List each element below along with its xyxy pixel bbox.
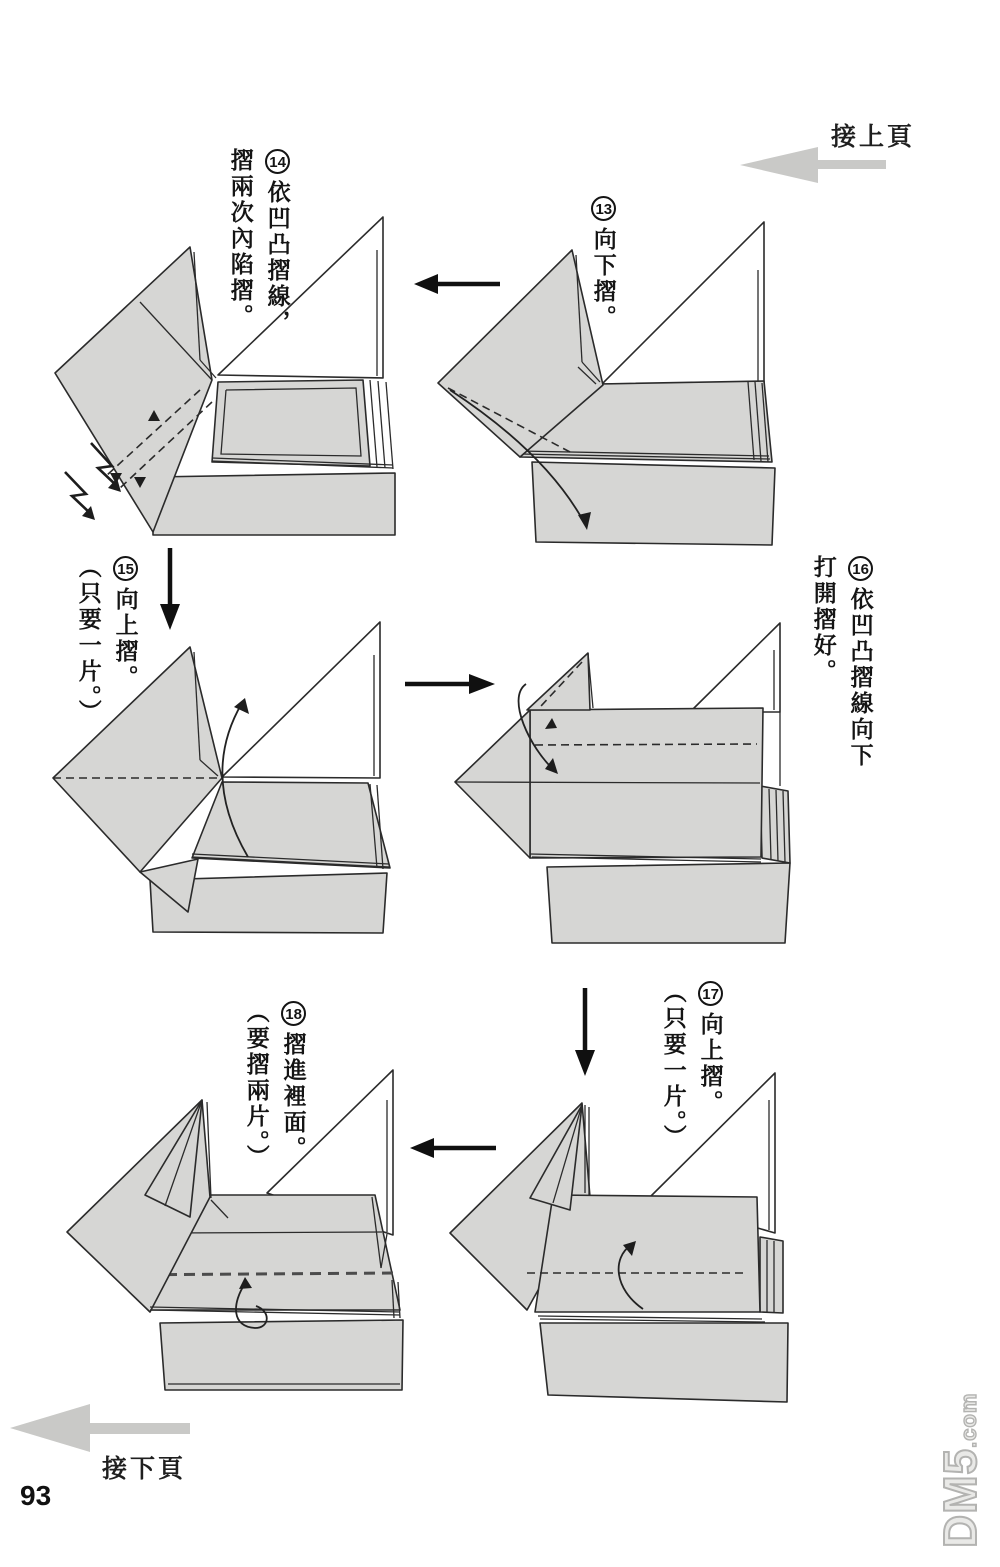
- next-page-label: 接下頁: [102, 1455, 187, 1483]
- step-13-caption: 向下摺。: [590, 227, 617, 331]
- fold-line: [535, 744, 757, 745]
- next-page-arrow-icon: [8, 1402, 193, 1454]
- step-15-label: [70, 555, 144, 726]
- step-18-caption: 摺進裡面。 （要摺兩片。）: [243, 1000, 307, 1171]
- step-16-label: [805, 555, 879, 769]
- step-14-caption: 依凹凸摺線， 摺兩次內陷摺。: [227, 148, 291, 336]
- step-16-badge: 16: [848, 556, 873, 581]
- step-17-label: [655, 980, 729, 1151]
- arrow-13-to-14-icon: [412, 272, 502, 296]
- step-13-label: [585, 195, 622, 331]
- watermark: [933, 1393, 987, 1548]
- page-number: 93: [20, 1480, 52, 1511]
- watermark-suffix: .com: [956, 1392, 981, 1448]
- step-18-badge: 18: [281, 1001, 306, 1026]
- step-16-caption: 依凹凸摺線向下 打開摺好。: [810, 555, 874, 769]
- step-15-caption: 向上摺。 （只要一片。）: [75, 555, 139, 726]
- step-14-label: [222, 148, 296, 336]
- step-13-badge: 13: [591, 196, 616, 221]
- step-14-badge: 14: [265, 149, 290, 174]
- step-17-caption: 向上摺。 （只要一片。）: [660, 980, 724, 1151]
- step-16-diagram: [440, 600, 820, 960]
- step-17-diagram: [450, 1060, 840, 1430]
- step-17-badge: 17: [698, 981, 723, 1006]
- step-18-label: [238, 1000, 312, 1171]
- step-15-badge: 15: [113, 556, 138, 581]
- watermark-main: DM5: [934, 1447, 986, 1548]
- reverse-fold-arrow: [65, 472, 91, 514]
- prev-page-label: 接上頁: [831, 123, 916, 151]
